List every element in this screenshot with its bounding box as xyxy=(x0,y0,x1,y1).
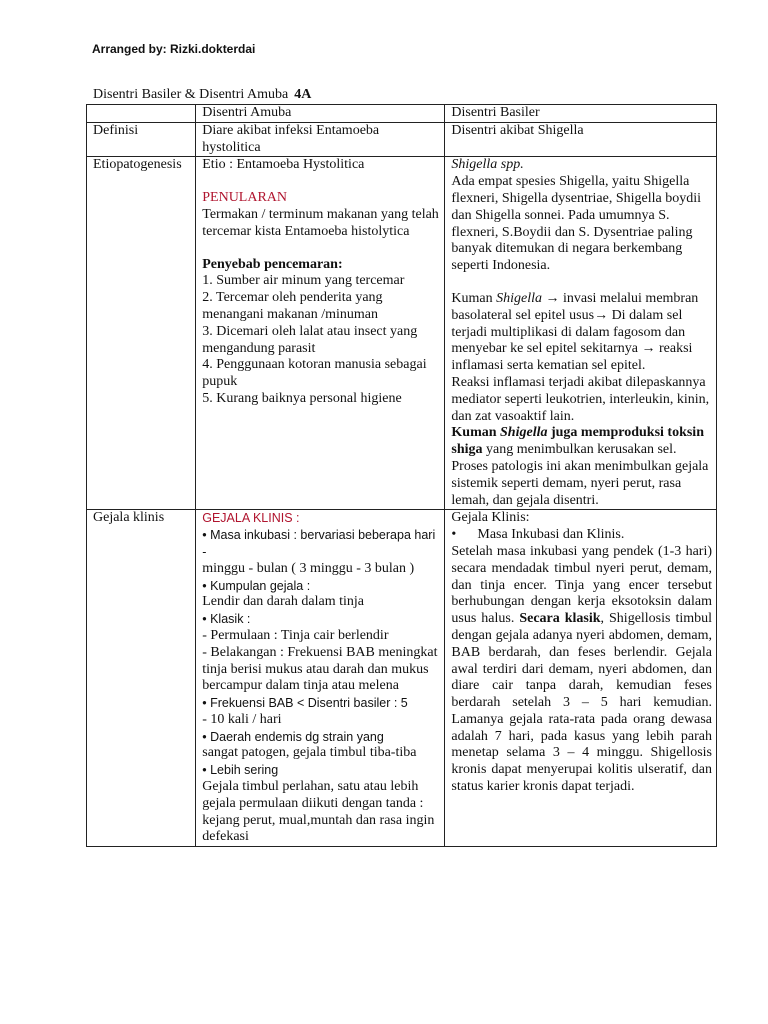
row-label: Gejala klinis xyxy=(87,510,196,847)
list-item: • Masa inkubasi : bervariasi beberapa hari - xyxy=(202,528,436,559)
title-badge: 4A xyxy=(294,87,312,102)
bullet-icon: • xyxy=(451,527,457,543)
species-name: Shigella spp. xyxy=(451,157,524,173)
list-item-text: - Belakangan : Frekuensi BAB meningkat tinja berisi mukus atau darah dan mukus bercampur dalam tinja atau melena xyxy=(202,644,438,694)
definisi-amuba: Diare akibat infeksi Entamoeba hystolitica xyxy=(196,122,445,157)
arranged-by-header: Arranged by: Rizki.dokterdai xyxy=(92,42,256,56)
list-item: 2. Tercemar oleh penderita yang menangani makanan /minuman xyxy=(202,290,383,322)
list-item-text: sangat patogen, gejala timbul tiba-tiba xyxy=(202,745,417,761)
penyebab-title: Penyebab pencemaran: xyxy=(202,256,343,272)
row-label: Etiopatogenesis xyxy=(87,157,196,510)
document-title xyxy=(93,87,311,103)
toxin-paragraph: Kuman Shigella juga memproduksi toksin shiga yang menimbulkan kerusakan sel. Proses patologis ini akan menimbulkan gejala sistemik seperti demam, nyeri perut, rasa lemah, dan gejala disentri. xyxy=(451,425,709,508)
penularan-title: PENULARAN xyxy=(202,190,288,206)
title-text: Disentri Basiler & Disentri Amuba xyxy=(93,87,289,102)
etio-text: Etio : Entamoeba Hystolitica xyxy=(202,157,365,173)
list-item: 4. Penggunaan kotoran manusia sebagai pupuk xyxy=(202,357,427,390)
row-definisi xyxy=(87,122,717,157)
row-gejala-klinis xyxy=(87,510,717,847)
gejala-title: Gejala Klinis: xyxy=(451,510,530,526)
bullet-text: Masa Inkubasi dan Klinis. xyxy=(477,527,625,543)
list-item: • Daerah endemis dg strain yang xyxy=(202,729,384,744)
list-item-text: Lendir dan darah dalam tinja xyxy=(202,594,364,610)
header-empty-cell xyxy=(87,105,196,123)
list-item: • Lebih sering xyxy=(202,763,279,778)
definisi-basiler: Disentri akibat Shigella xyxy=(445,122,717,157)
penularan-text: Termakan / terminum makanan yang telah tercemar kista Entamoeba histolytica xyxy=(202,206,439,239)
gejala-amuba xyxy=(196,510,445,847)
gejala-paragraph: Setelah masa inkubasi yang pendek (1-3 hari) secara mendadak timbul nyeri perut, demam, dan tinja encer. Tinja yang encer tersebut berhubungan dengan kerja eksotoksin dalam usus halus. Secara klasik, Shigellosis timbul dengan gejala adanya nyeri abdomen, demam, BAB berdarah, dan feses berlendir. Gejala awal terdiri dari demam, nyeri abdomen, dan diare cair tanpa darah, kemudian feses berdarah setelah 3 – 5 hari kemudian. Lamanya gejala rata-rata pada orang dewasa adalah 7 hari, pada kasus yang lebih parah menetap selama 3 – 4 minggu. Shigellosis kronis dapat menyerupai kolitis ulseratif, dan status karier kronis dapat terjadi. xyxy=(451,543,713,795)
row-label: Definisi xyxy=(87,122,196,157)
list-item-text: - Permulaan : Tinja cair berlendir xyxy=(202,627,389,643)
list-item-text: Gejala timbul perlahan, satu atau lebih gejala permulaan diikuti dengan tanda : kejang perut, mual,muntah dan rasa ingin defekasi xyxy=(202,779,435,845)
row-etiopatogenesis xyxy=(87,157,717,510)
list-item: 1. Sumber air minum yang tercemar xyxy=(202,273,405,289)
list-item xyxy=(451,527,712,544)
list-item: • Kumpulan gejala : xyxy=(202,578,311,593)
invasion-paragraph: Kuman Shigella → invasi melalui membran basolateral sel epitel usus→ Di dalam sel terjadi multiplikasi di dalam fagosom dan menyebar ke sel epitel sekitarnya → reaksi inflamasi serta kematian sel epitel. xyxy=(451,290,699,374)
etio-amuba xyxy=(196,157,445,510)
list-item-text: minggu - bulan ( 3 minggu - 3 bulan ) xyxy=(202,560,415,576)
gejala-title: GEJALA KLINIS : xyxy=(202,511,300,526)
list-item: 3. Dicemari oleh lalat atau insect yang mengandung parasit xyxy=(202,323,418,356)
header-basiler: Disentri Basiler xyxy=(445,105,717,123)
inflammation-paragraph: Reaksi inflamasi terjadi akibat dilepaskannya mediator seperti leukotrien, interleukin, kinin, dan zat vasoaktif lain. xyxy=(451,374,710,424)
list-item: • Klasik : xyxy=(202,612,251,627)
list-item-text: - 10 kali / hari xyxy=(202,711,282,727)
list-item: 5. Kurang baiknya personal higiene xyxy=(202,390,402,406)
header-amuba: Disentri Amuba xyxy=(196,105,445,123)
gejala-basiler xyxy=(445,510,717,847)
table-header-row xyxy=(87,105,717,123)
species-paragraph: Ada empat spesies Shigella, yaitu Shigella flexneri, Shigella dysentriae, Shigella boydii dan Shigella sonnei. Pada umumnya S. flexneri, S.Boydii dan S. Dysentriae paling banyak ditemukan di negara berkembang seperti Indonesia. xyxy=(451,174,701,274)
etio-basiler xyxy=(445,157,717,510)
list-item: • Frekuensi BAB < Disentri basiler : 5 xyxy=(202,696,408,711)
comparison-table xyxy=(86,104,717,847)
